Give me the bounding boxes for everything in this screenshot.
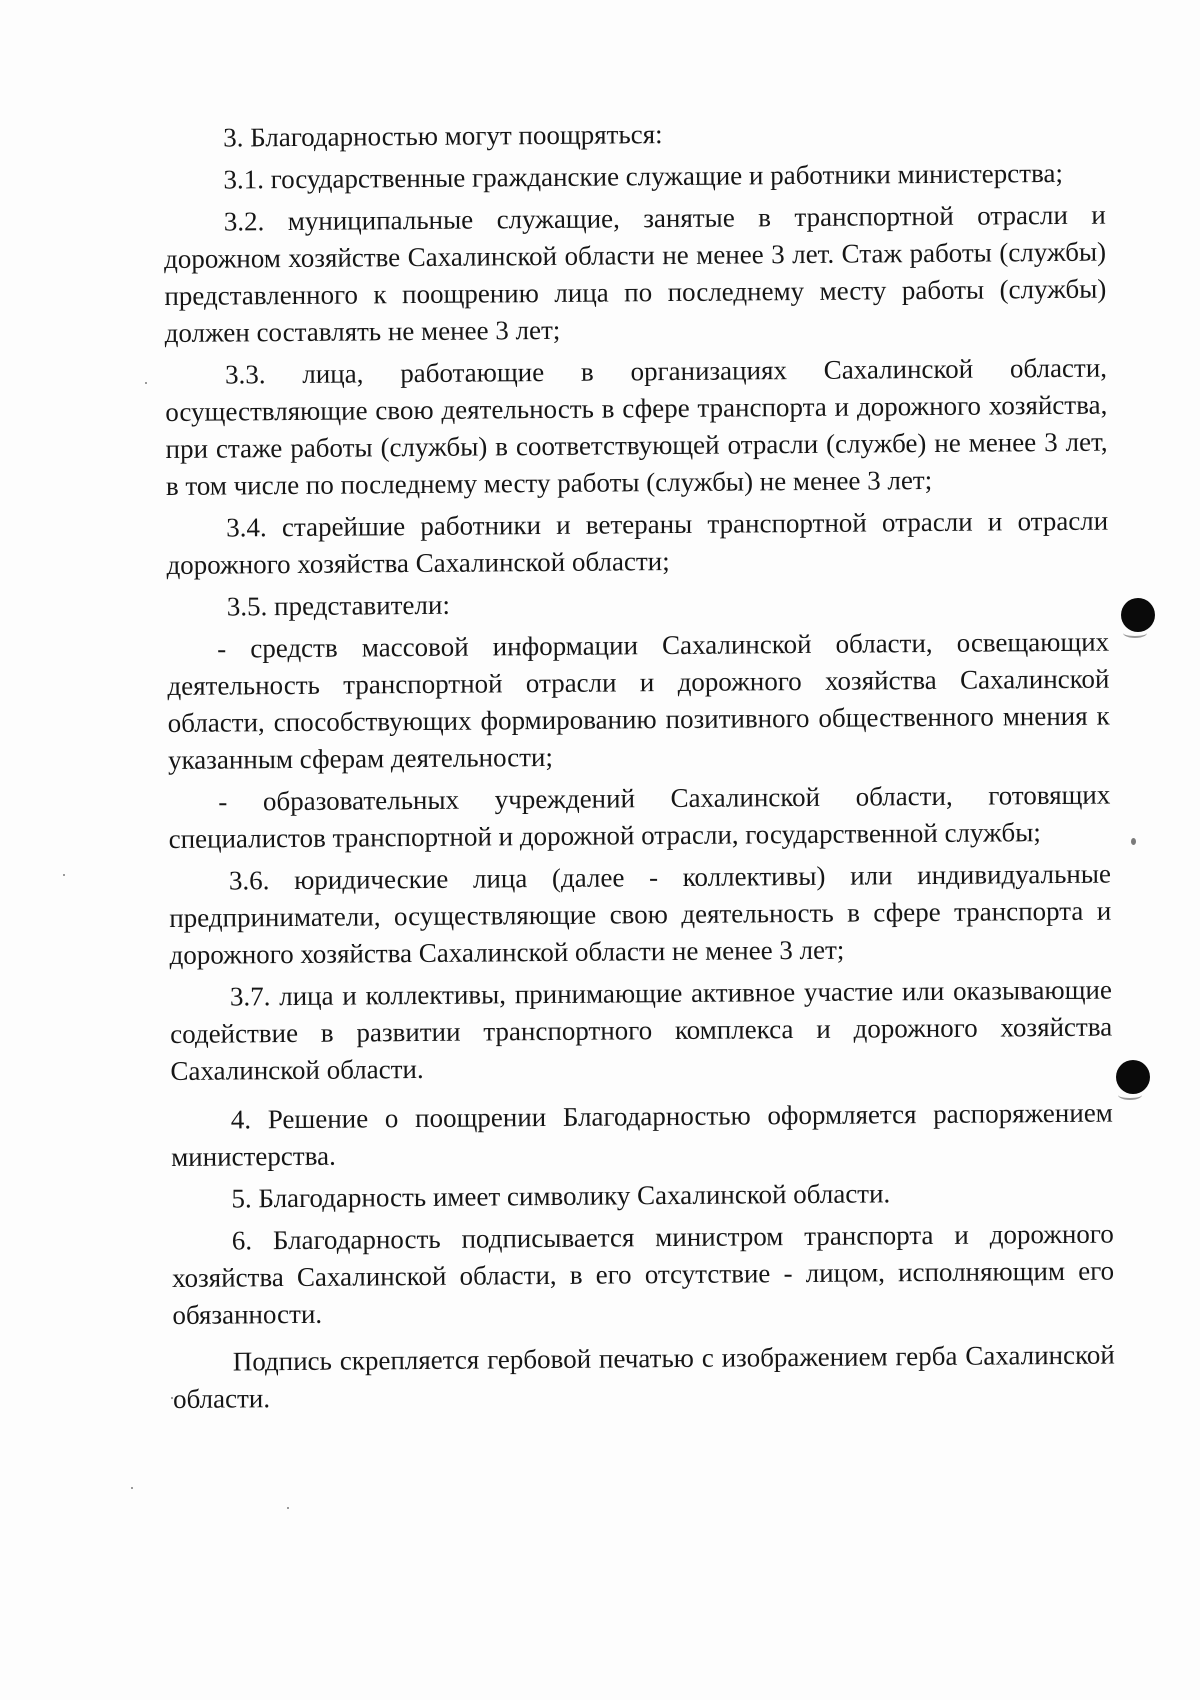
paragraph-3-5: 3.5. представители: [226, 589, 451, 622]
scan-speck [63, 874, 65, 876]
scan-speck [131, 1487, 133, 1489]
scan-speck [1131, 838, 1136, 845]
scan-speck [171, 1397, 173, 1399]
paragraph-signature: Подпись скрепляется гербовой печатью с изображением герба Сахалинской области. [172, 1339, 1115, 1414]
paragraph-5: 5. Благодарность имеет символику Сахалинской области. [231, 1178, 891, 1214]
paragraph-3-5-media: - средств массовой информации Сахалинской области, освещающих деятельность транспортной отрасли и дорожного хозяйства Сахалинской области, способствующих формированию позитивного общественного мнения к указанным сферам деятельности; [167, 626, 1110, 775]
paragraph-3-3: 3.3. лица, работающие в организациях Сахалинской области, осуществляющие свою деятельность в сфере транспорта и дорожного хозяйства, при стаже работы (службы) в соответствующей отрасли (службе) не менее 3 лет, в том числе по последнему месту работы (службы) не менее 3 лет; [165, 352, 1108, 501]
document-body [163, 113, 1115, 1423]
paragraph-4: 4. Решение о поощрении Благодарностью оформляется распоряжением министерства. [171, 1097, 1113, 1172]
paragraph-3-6: 3.6. юридические лица (далее - коллективы) или индивидуальные предприниматели, осуществляющие свою деятельность в сфере транспорта и дорожного хозяйства Сахалинской области не менее 3 лет; [169, 858, 1112, 970]
paragraph-6: 6. Благодарность подписывается министром транспорта и дорожного хозяйства Сахалинской области, в его отсутствие - лицом, исполняющим его обязанности. [171, 1218, 1115, 1330]
paragraph-3: 3. Благодарностью могут поощряться: [223, 119, 663, 153]
paragraph-3-4: 3.4. старейшие работники и ветераны транспортной отрасли и отрасли дорожного хозяйства Сахалинской области; [166, 505, 1109, 580]
paragraph-3-7: 3.7. лица и коллективы, принимающие активное участие или оказывающие содействие в развитии транспортного комплекса и дорожного хозяйства Сахалинской области. [170, 974, 1113, 1086]
punch-hole-top [1121, 598, 1155, 632]
scan-speck [287, 1507, 289, 1509]
paragraph-3-1: 3.1. государственные гражданские служащие и работники министерства; [223, 157, 1063, 195]
punch-hole-bottom [1116, 1060, 1150, 1094]
scan-speck [145, 382, 147, 384]
paragraph-3-2: 3.2. муниципальные служащие, занятые в транспортной отрасли и дорожном хозяйстве Сахалинской области не менее 3 лет. Стаж работы (службы) представленного к поощрению лица по последнему месту работы (службы) должен составлять не менее 3 лет; [163, 199, 1107, 348]
paragraph-3-5-education: - образовательных учреждений Сахалинской области, готовящих специалистов транспортной и дорожной отрасли, государственной службы; [168, 779, 1111, 854]
